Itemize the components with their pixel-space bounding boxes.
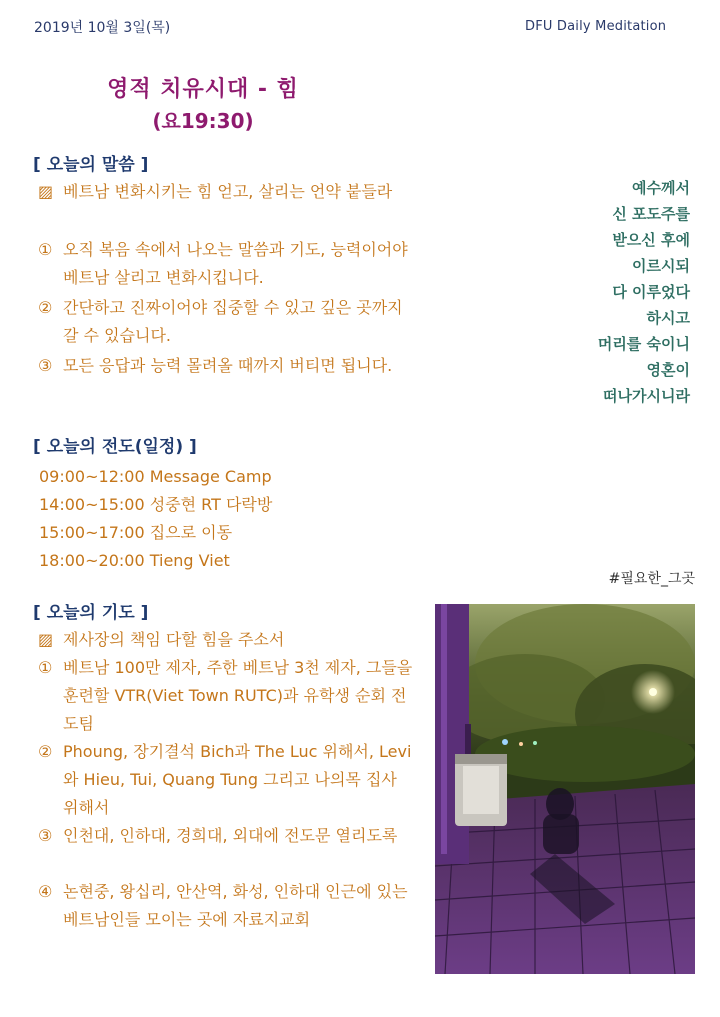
- verse-line: 머리를 숙이니: [597, 335, 690, 353]
- hashtag-label: #필요한_그곳: [608, 571, 695, 587]
- verse-line: 다 이루었다: [612, 283, 690, 301]
- verse-line: 떠나가시니라: [603, 387, 690, 405]
- brand-label: DFU Daily Meditation: [525, 19, 667, 34]
- prayer-item: [38, 878, 413, 934]
- verse-line: 이르시되: [632, 257, 690, 275]
- number-4-icon: ④: [38, 882, 53, 901]
- schedule-heading: [ 오늘의 전도(일정) ]: [33, 437, 197, 457]
- verse-line: 영혼이: [646, 361, 690, 379]
- hatched-box-icon: ▨: [38, 182, 54, 201]
- word-item-text: 모든 응답과 능력 몰려올 때까지 버티면 됩니다.: [63, 356, 393, 375]
- word-heading: [ 오늘의 말씀 ]: [33, 155, 149, 175]
- verse-line: 예수께서: [632, 179, 690, 197]
- verse-line: 신 포도주를: [612, 205, 690, 223]
- scripture-reference: (요19:30): [152, 109, 254, 133]
- number-1-icon: ①: [38, 240, 53, 259]
- page-title: 영적 치유시대 - 힘: [107, 77, 299, 102]
- schedule-item: 14:00~15:00 성중현 RT 다락방: [39, 495, 273, 514]
- number-2-icon: ②: [38, 742, 53, 761]
- prayer-item-text: 인천대, 인하대, 경희대, 외대에 전도문 열리도록: [63, 826, 398, 845]
- word-item: [38, 236, 413, 292]
- verse-text: [560, 175, 690, 409]
- prayer-item-text: Phoung, 장기결석 Bich과 The Luc 위해서, Levi와 Hieu, Tui, Quang Tung 그리고 나의목 집사 위해서: [63, 742, 412, 817]
- prayer-item: [38, 738, 413, 822]
- prayer-item: [38, 654, 413, 738]
- prayer-item-text: 제사장의 책임 다할 힘을 주소서: [63, 630, 285, 649]
- number-1-icon: ①: [38, 658, 53, 677]
- schedule-item: 15:00~17:00 집으로 이동: [39, 523, 233, 542]
- hatched-box-icon: ▨: [38, 630, 54, 649]
- number-3-icon: ③: [38, 826, 53, 845]
- word-item-text: 베트남 변화시키는 힘 얻고, 살리는 언약 붙들라: [63, 182, 393, 201]
- verse-line: 받으신 후에: [612, 231, 690, 249]
- prayer-item: [38, 626, 413, 654]
- word-item: [38, 294, 413, 350]
- prayer-heading: [ 오늘의 기도 ]: [33, 603, 149, 623]
- verse-line: 하시고: [646, 309, 690, 327]
- schedule-item: 18:00~20:00 Tieng Viet: [39, 551, 230, 570]
- word-item: [38, 352, 413, 380]
- prayer-item-text: 베트남 100만 제자, 주한 베트남 3천 제자, 그들을 훈련할 VTR(Viet Town RUTC)과 유학생 순회 전도팀: [63, 658, 413, 733]
- word-item-text: 오직 복음 속에서 나오는 말씀과 기도, 능력이어야 베트남 살리고 변화시킵니다.: [63, 240, 408, 287]
- night-park-photo: [435, 604, 695, 974]
- prayer-item-text: 논현중, 왕십리, 안산역, 화성, 인하대 인근에 있는 베트남인들 모이는 곳에 자료지교회: [63, 882, 408, 929]
- word-item: [38, 178, 413, 206]
- word-item-text: 간단하고 진짜이어야 집중할 수 있고 깊은 곳까지 갈 수 있습니다.: [63, 298, 403, 345]
- schedule-item: 09:00~12:00 Message Camp: [39, 467, 272, 486]
- number-3-icon: ③: [38, 356, 53, 375]
- number-2-icon: ②: [38, 298, 53, 317]
- date-label: 2019년 10월 3일(목): [34, 20, 171, 36]
- prayer-item: [38, 822, 413, 850]
